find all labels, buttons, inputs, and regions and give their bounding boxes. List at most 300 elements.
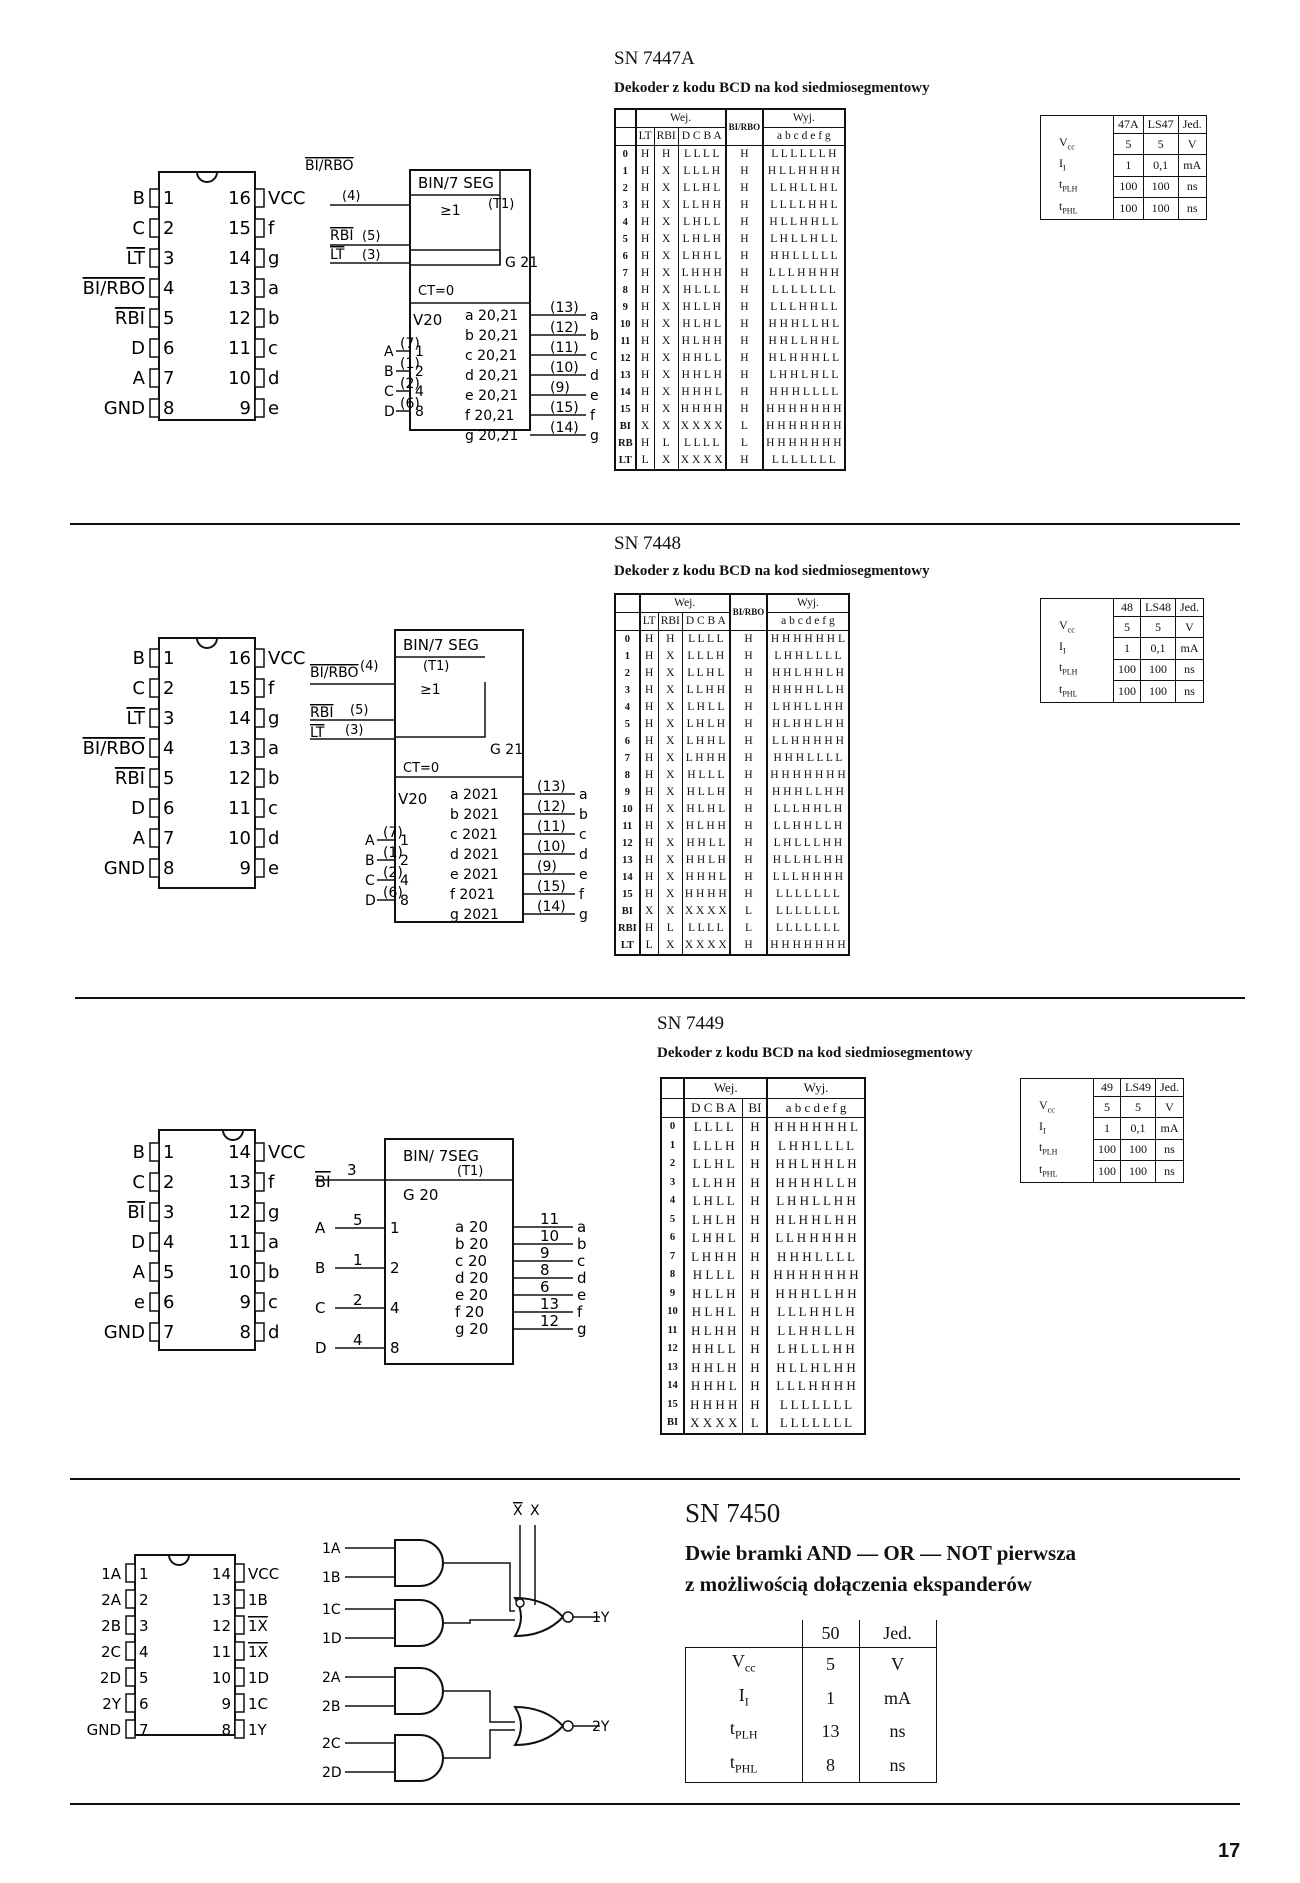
output-label: f 20 [455,1303,485,1321]
pin-number-left: 2 [139,1591,149,1609]
pin-name-left: e [133,1292,145,1313]
table-row [615,163,845,180]
pin-number-left: 5 [163,1262,175,1283]
input-name: D [315,1339,327,1357]
gate-input-label: 2C [322,1736,341,1752]
table-row [661,1174,865,1193]
output-label: e 20 [455,1286,489,1304]
table-cell: LT [618,455,632,466]
output-segment: g [590,428,599,444]
table-cell: H H H H H H H [767,1266,864,1285]
table-cell: LT [636,128,655,146]
table-cell: H H L H [678,367,725,384]
table-cell: Jed. [1178,116,1206,134]
table-cell: L L L L L L L [767,886,848,903]
pin-box [255,399,264,417]
pin-name-right: e [268,858,280,879]
output-segment: b [577,1235,587,1253]
pinout-diagram-7447 [55,160,305,430]
g20-label: G 20 [403,1186,439,1204]
table-cell: H [743,1377,768,1396]
table-row [686,1620,937,1648]
table-row [615,699,849,716]
pin-box [255,859,264,877]
table-cell: LT [640,613,659,631]
table-cell: L [654,435,678,452]
table-cell: 100 [1114,176,1144,197]
pin-name-right: g [268,708,280,729]
table-cell: X [658,665,682,682]
param-table-7448 [1040,598,1204,703]
table-cell: 5 [622,234,628,245]
table-cell: H [726,384,764,401]
table-row [686,1648,937,1682]
table-cell: H H L H [682,852,729,869]
table-cell: L L H H H H H [767,1229,864,1248]
input-weight: 8 [400,893,409,909]
table-row [661,1396,865,1415]
table-cell: 5 [1094,1097,1121,1118]
table-cell: BI [743,1098,768,1118]
v20-label: V20 [398,790,428,808]
table-cell: 3 [622,200,628,211]
table-cell: $t_{PHL}$ [1041,681,1114,703]
table-cell: X [658,886,682,903]
table-cell: H L L H H L L [763,214,844,231]
table-cell: L [730,920,768,937]
input-pin: (2) [400,376,420,392]
table-cell: H [743,1266,768,1285]
table-cell: H [640,835,659,852]
output-segment: b [579,807,588,823]
table-cell: H L H L [678,316,725,333]
pin-name-left: A [132,828,145,849]
expander-label: X [513,1503,523,1519]
pin-number-right: 13 [228,738,251,759]
table-cell: H L L H H H H [763,163,844,180]
gate-input-label: 2A [322,1670,341,1686]
input-weight: 4 [400,873,409,889]
table-cell: H [730,818,768,835]
table-cell: X [654,367,678,384]
table-cell: 100 [1141,659,1176,680]
pin-number-right: 8 [221,1721,231,1739]
table-cell: H H H H H H H [763,418,844,435]
table-cell: H [636,435,655,452]
pin-box [255,769,264,787]
table-cell: H [636,384,655,401]
input-name: B [384,364,394,380]
table-cell: X [658,903,682,920]
pin-box [255,799,264,817]
pin-number-right: 14 [211,1565,231,1583]
table-cell: H L H L [682,801,729,818]
table-cell: 47A [1114,116,1144,134]
table-cell: H [743,1155,768,1174]
table-cell: H [730,699,768,716]
table-cell: L [640,937,659,955]
table-cell: 1 [802,1682,859,1716]
table-cell: 0,1 [1141,638,1176,659]
table-cell: 11 [667,1324,678,1336]
table-cell: L [726,435,764,452]
table-row [615,852,849,869]
pin-box [150,399,159,417]
output-pin: 9 [540,1244,550,1262]
table-row [615,818,849,835]
table-cell: 12 [667,1343,678,1354]
pin-number-left: 7 [163,828,175,849]
input-pin: (6) [383,885,403,901]
output-segment: g [579,907,588,923]
table-cell: L H L L L H H [767,1340,864,1359]
pin-number-right: 13 [228,1172,251,1193]
table-cell: 10 [622,804,633,815]
table-cell: LS48 [1141,599,1176,617]
symbol-title-7448: BIN/7 SEG [403,636,479,654]
table-cell: L L H H [678,197,725,214]
output-pin: (14) [537,899,566,915]
table-cell: X [654,299,678,316]
bi-rbo-label-7448: BI/RBO [310,665,359,681]
table-cell: 14 [620,387,631,398]
table-cell: H H L L [684,1340,743,1359]
output-pin: (13) [537,779,566,795]
pin-box [235,1564,244,1582]
pin-box [126,1616,135,1634]
pin-box [150,1203,159,1221]
table-cell: L L L H H H H [767,869,848,886]
logic-symbol-7448 [305,622,625,932]
output-label: d 2021 [450,847,499,863]
table-cell: RBI [658,613,682,631]
output-label: b 20 [455,1235,489,1253]
table-cell: 48 [1114,599,1141,617]
pin-box [150,189,159,207]
table-cell: L L L L [682,920,729,937]
pin-name-left: 1A [101,1565,121,1583]
table-cell: H [743,1396,768,1415]
pin-name-left: RBI [114,768,145,789]
pin-number-right: 9 [221,1695,231,1713]
gate-output-label: 2Y [592,1719,610,1735]
table-cell: H H H H [682,886,729,903]
pin-label: (5) [362,229,381,244]
table-cell: L H L H [678,231,725,248]
table-row [1041,198,1207,220]
table-cell: H [636,333,655,350]
pin-box [150,1323,159,1341]
table-row [615,180,845,197]
pin-box [255,829,264,847]
table-cell: X [654,384,678,401]
table-cell: L L L H [684,1137,743,1156]
table-cell: 14 [622,872,633,883]
table-cell: 1 [622,166,628,177]
table-row [661,1192,865,1211]
input-weight: 4 [415,384,424,400]
table-cell: H [726,163,764,180]
table-cell: L L L L L L H [763,146,844,164]
v20-label: V20 [413,311,443,329]
table-cell: 5 [669,1213,676,1225]
pin-box [235,1720,244,1738]
table-cell: ns [859,1715,936,1749]
section-subtitle-7450-line1: Dwie bramki AND — OR — NOT pierwsza [685,1541,1077,1565]
table-cell: H [640,631,659,649]
table-cell: RBI [618,923,637,934]
pin-box [150,769,159,787]
table-cell: H [636,367,655,384]
table-cell: H [640,920,659,937]
table-row [686,1749,937,1783]
table-cell: $V_{cc}$ [1041,134,1114,155]
table-cell: LS47 [1143,116,1178,134]
table-cell: L H H L L L L [767,648,848,665]
pin-number-right: 10 [228,828,251,849]
input-pin: 5 [353,1211,363,1229]
output-segment: e [577,1286,587,1304]
output-pin: (9) [537,859,557,875]
table-row [661,1266,865,1285]
table-cell: 1 [1114,155,1144,176]
g21-label: G 21 [490,742,524,758]
table-cell: H H H H L L H [767,682,848,699]
output-segment: e [579,867,588,883]
table-cell: H L H H L H H [767,1211,864,1230]
table-cell: 8 [622,285,628,296]
table-cell: H H L H [684,1359,743,1378]
bi-rbo-label-7447: BI/RBO [305,158,354,174]
table-row [661,1229,865,1248]
table-row [1021,1161,1184,1183]
input-name: B [315,1259,326,1277]
table-cell: $I_I$ [1021,1118,1094,1139]
table-cell: ns [1176,681,1204,703]
table-cell: L H L H [682,716,729,733]
table-cell: L L L L [682,631,729,649]
table-cell: L H L L [682,699,729,716]
table-cell: 4 [622,217,628,228]
table-cell: H [730,801,768,818]
input-name: C [315,1299,326,1317]
table-row [615,452,845,470]
table-row [615,903,849,920]
table-cell: H [640,801,659,818]
table-cell [661,1078,684,1098]
pin-number-right: 8 [239,1322,251,1343]
table-cell: H [743,1322,768,1341]
table-cell: H H H H H H L [767,1118,864,1137]
table-cell: $I_I$ [1041,638,1114,659]
output-segment: f [590,408,595,424]
output-label: a 20 [455,1218,489,1236]
or-label-7447: ≥1 [440,203,461,219]
output-pin: 12 [540,1312,560,1330]
table-cell: 3 [624,685,630,696]
table-cell: X [658,852,682,869]
input-weight: 1 [390,1219,400,1237]
table-row [615,682,849,699]
table-cell: H [640,750,659,767]
table-cell: mA [1156,1118,1184,1139]
table-cell: H H H L L L L [767,750,848,767]
table-cell: 13 [620,370,631,381]
input-name: D [365,893,376,909]
table-cell: H [743,1229,768,1248]
section-subtitle-7450-line2: z możliwością dołączenia ekspanderów [685,1572,1033,1596]
output-pin: (10) [537,839,566,855]
table-cell: 12 [620,353,631,364]
table-cell: H [730,937,768,955]
table-cell: H L H L [684,1303,743,1322]
input-weight: 8 [390,1339,400,1357]
table-cell: L H L L L H H [767,835,848,852]
output-segment: c [590,348,598,364]
table-cell: X X X X [682,937,729,955]
table-cell [686,1620,803,1648]
gate-input-label: 2D [322,1765,342,1781]
table-cell: 13 [622,855,633,866]
pin-box [255,1323,264,1341]
table-cell: 14 [667,1380,678,1391]
pin-label: (4) [360,659,379,674]
table-row [615,886,849,903]
pin-name-right: d [268,1322,280,1343]
table-cell: H H H H H H H [763,401,844,418]
pin-label: 3 [347,1161,357,1179]
table-cell: H L H H [678,333,725,350]
table-cell: H [636,231,655,248]
table-cell: L H H H [684,1248,743,1267]
table-row [615,869,849,886]
table-cell: L L L H H L H [767,1303,864,1322]
table-cell: D C B A [678,128,725,146]
table-cell: L H H L L L L [767,1137,864,1156]
table-cell: X [654,401,678,418]
table-cell: H [743,1248,768,1267]
table-row [615,214,845,231]
table-cell: H [636,350,655,367]
pin-box [126,1564,135,1582]
table-cell: H H L L [682,835,729,852]
table-row [615,367,845,384]
pin-box [255,1203,264,1221]
table-row [615,418,845,435]
table-cell: H [743,1340,768,1359]
table-cell: Wyj. [767,594,848,613]
table-row [615,631,849,649]
pin-box [126,1720,135,1738]
pin-number-right: 13 [211,1591,231,1609]
table-cell: H [726,367,764,384]
pin-box [150,1263,159,1281]
pin-number-left: 2 [163,1172,175,1193]
table-cell: X [654,265,678,282]
table-cell: L L L L L L L [763,282,844,299]
table-cell: 5 [802,1648,859,1682]
table-cell: H [743,1137,768,1156]
table-cell: BI [619,421,631,432]
table-row [1041,659,1204,680]
wire [442,1563,515,1611]
table-cell: H [730,682,768,699]
pin-box [150,309,159,327]
input-pin: (2) [383,865,403,881]
table-cell: H L H H [682,818,729,835]
table-cell: $t_{PLH}$ [1041,659,1114,680]
wire [442,1691,515,1722]
table-cell: L [658,920,682,937]
divider [70,1478,1240,1480]
table-cell: H [726,316,764,333]
table-cell: H [730,665,768,682]
table-cell: H H H L [678,384,725,401]
table-cell [615,109,636,128]
rbi-label: RBI [330,228,354,244]
table-row [615,435,845,452]
pin-number-right: 14 [228,708,251,729]
input-weight: 1 [415,344,424,360]
table-cell: 5 [1121,1097,1156,1118]
table-cell: L L H L [678,180,725,197]
table-row [1041,176,1207,197]
table-cell: X [654,418,678,435]
table-cell: mA [859,1682,936,1716]
pin-number-left: 3 [139,1617,149,1635]
lt-label: LT [310,725,325,741]
pin-name-right: b [268,768,280,789]
table-cell: ns [1178,176,1206,197]
input-weight: 2 [390,1259,400,1277]
pin-number-right: 11 [228,798,251,819]
table-cell: LS49 [1121,1079,1156,1097]
table-cell: H H H L [682,869,729,886]
pin-box [255,219,264,237]
pin-box [255,1143,264,1161]
symbol-t-7449: (T1) [457,1164,484,1179]
table-cell: H [726,282,764,299]
table-cell: L L L L L L L [767,1414,864,1434]
table-cell: H [636,214,655,231]
table-cell: 1 [669,1139,676,1151]
table-cell: L H H L [678,248,725,265]
param-table-7449 [1020,1078,1184,1183]
table-row [615,716,849,733]
table-cell: X [658,835,682,852]
table-cell: 100 [1094,1161,1121,1183]
table-cell: L L L H H L H [767,801,848,818]
table-cell: H H H L L L L [763,384,844,401]
table-cell: Wej. [684,1078,767,1098]
table-cell: X [654,350,678,367]
output-segment: d [579,847,588,863]
pin-name-right: b [268,1262,280,1283]
output-segment: f [577,1303,583,1321]
table-cell: mA [1176,638,1204,659]
table-cell: 5 [1143,134,1178,155]
table-cell: H H L L [678,350,725,367]
pin-name-left: GND [103,398,145,419]
table-cell: L H H L [684,1229,743,1248]
table-cell: H H H H H H H [763,435,844,452]
pin-box [255,249,264,267]
table-cell: H [658,631,682,649]
table-cell: H [640,818,659,835]
table-cell: L H H L L H H [767,699,848,716]
output-label: b 20,21 [465,328,519,344]
pin-name-left: BI [127,1202,145,1223]
